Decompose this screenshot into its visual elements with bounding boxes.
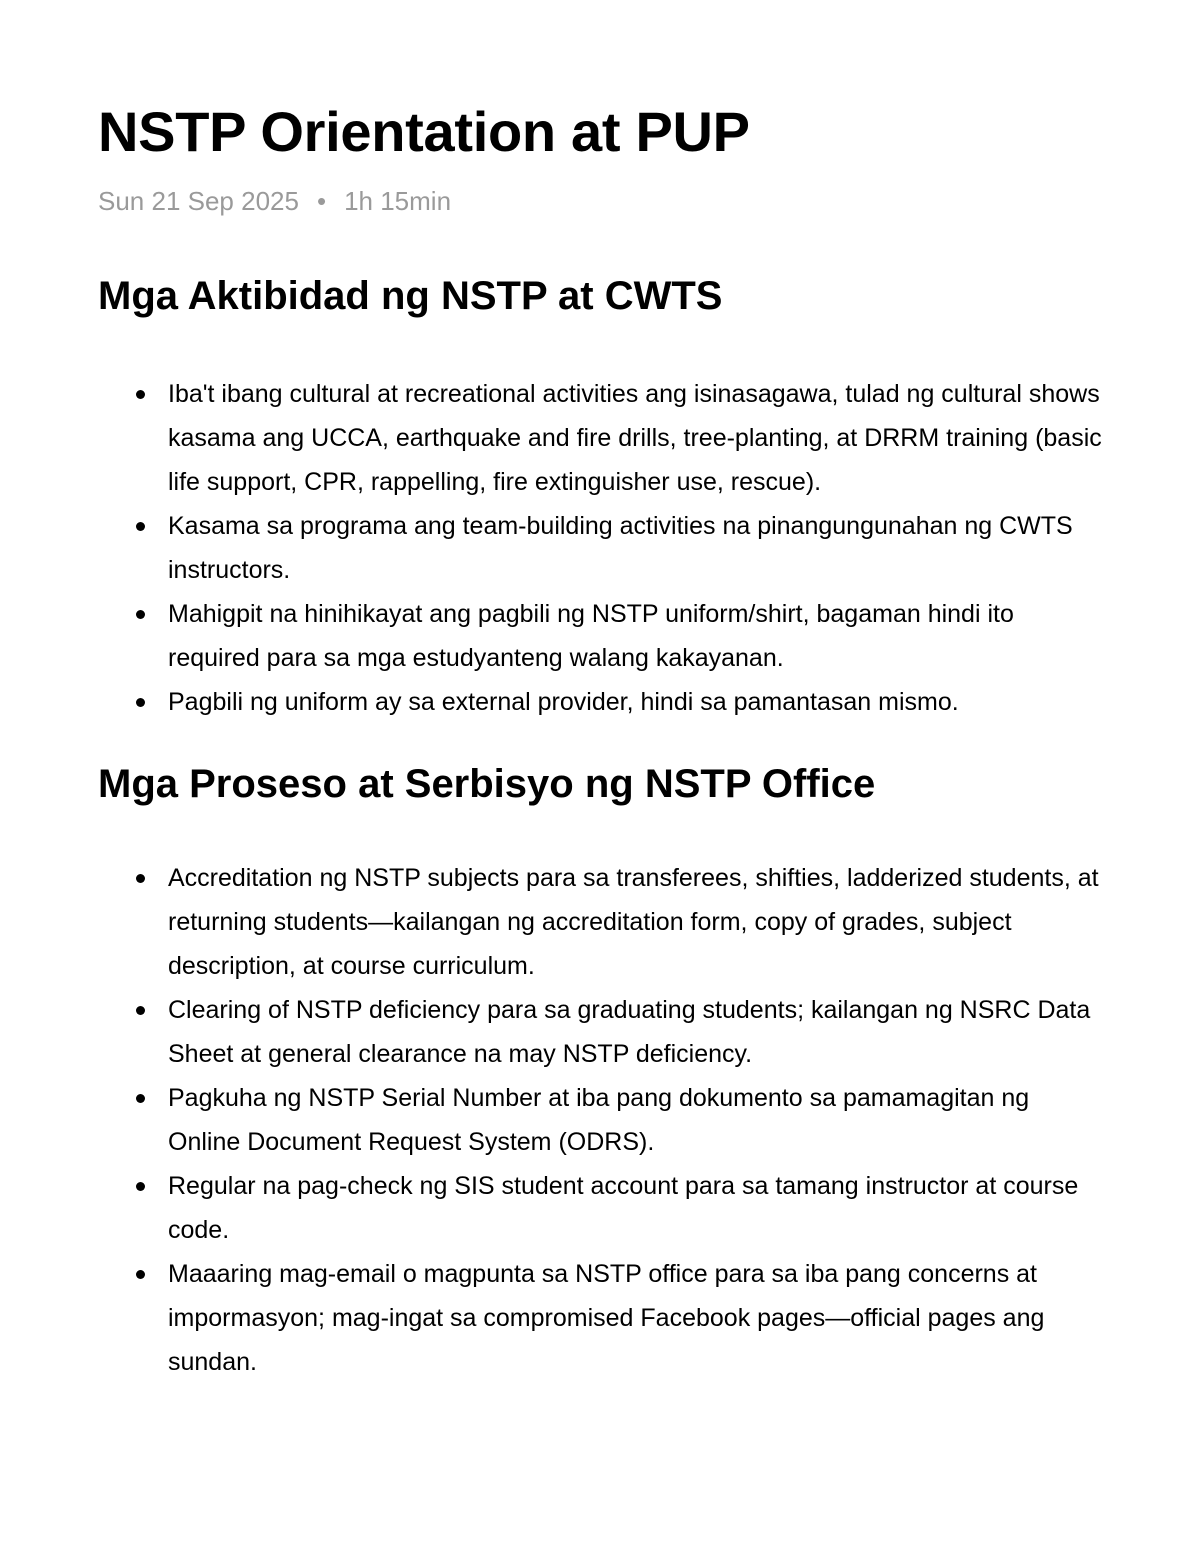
list-item: Pagbili ng uniform ay sa external provider, hindi sa pamantasan mismo. (168, 680, 1102, 724)
section-heading: Mga Aktibidad ng NSTP at CWTS (98, 274, 723, 318)
meta-duration: 1h 15min (344, 186, 452, 216)
meta-separator: • (316, 186, 327, 216)
list-item: Accreditation ng NSTP subjects para sa transferees, shifties, ladderized students, at returning students—kailangan ng accreditation form, copy of grades, subject description, at course curriculum. (168, 856, 1102, 988)
list-item: Regular na pag-check ng SIS student account para sa tamang instructor at course code. (168, 1164, 1102, 1252)
list-item: Kasama sa programa ang team-building activities na pinangungunahan ng CWTS instructors. (168, 504, 1102, 592)
bullet-list (98, 856, 1102, 1384)
list-item: Pagkuha ng NSTP Serial Number at iba pang dokumento sa pamamagitan ng Online Document Request System (ODRS). (168, 1076, 1102, 1164)
section-processes (98, 760, 1102, 1384)
list-item: Mahigpit na hinihikayat ang pagbili ng NSTP uniform/shirt, bagaman hindi ito required para sa mga estudyanteng walang kakayanan. (168, 592, 1102, 680)
page-title: NSTP Orientation at PUP (98, 100, 750, 163)
list-item: Clearing of NSTP deficiency para sa graduating students; kailangan ng NSRC Data Sheet at general clearance na may NSTP deficiency. (168, 988, 1102, 1076)
bullet-list (98, 372, 1102, 724)
list-item: Maaaring mag-email o magpunta sa NSTP office para sa iba pang concerns at impormasyon; mag-ingat sa compromised Facebook pages—official pages ang sundan. (168, 1252, 1102, 1384)
section-activities (98, 272, 1102, 724)
meta-line (98, 186, 1102, 216)
section-heading: Mga Proseso at Serbisyo ng NSTP Office (98, 762, 876, 806)
meta-date: Sun 21 Sep 2025 (98, 186, 299, 216)
list-item: Iba't ibang cultural at recreational activities ang isinasagawa, tulad ng cultural shows kasama ang UCCA, earthquake and fire drills, tree-planting, at DRRM training (basic life support, CPR, rappelling, fire extinguisher use, rescue). (168, 372, 1102, 504)
